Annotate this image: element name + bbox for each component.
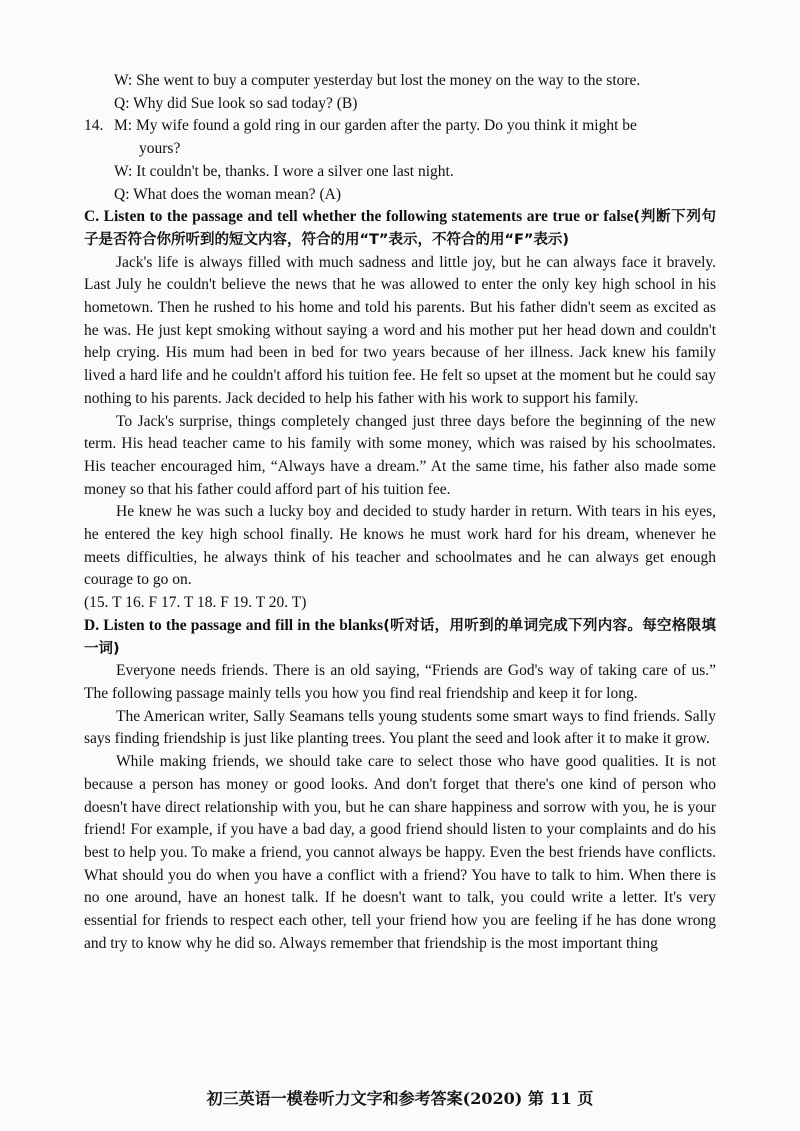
passage-paragraph: He knew he was such a lucky boy and decided to study harder in return. With tears in his eyes, he entered the key high school finally. He knows he must work hard for his dream, whenever he meets difficulties, he always think of his teacher and schoolmates and he can always get enough courage to go on.: [84, 503, 716, 589]
passage-paragraph: The American writer, Sally Seamans tells young students some smart ways to find friends. Sally says finding friendship is just like planting trees. You plant the seed and look after it to make it grow.: [84, 707, 716, 748]
dialog-line: W: She went to buy a computer yesterday but lost the money on the way to the store.: [114, 72, 641, 89]
passage-paragraph: To Jack's surprise, things completely changed just three days before the beginning of the new term. His head teacher came to his family with some money, which was raised by his schoolmates. His teacher encouraged him, “Always have a dream.” At the same time, his father also made some money so that his father could afford part of his tuition fee.: [84, 412, 716, 498]
answer-key: (15. T 16. F 17. T 18. F 19. T 20. T): [84, 594, 307, 612]
section-d-heading-cn: (听对话，用听到的单词完成下列内容。每空格限填一词): [84, 617, 717, 657]
section-d-heading-en: D. Listen to the passage and fill in the blanks: [84, 616, 384, 634]
section-d-passage: [84, 660, 716, 955]
page-footer: 初三英语一模卷听力文字和参考答案(2020) 第 11 页: [206, 1089, 594, 1108]
dialog-text: M: My wife found a gold ring in our garden after the party. Do you think it might be: [114, 117, 637, 135]
question-line: Q: Why did Sue look so sad today? (B): [114, 94, 358, 112]
dialog-line-continuation: yours?: [139, 140, 181, 158]
question-line: Q: What does the woman mean? (A): [114, 185, 341, 203]
section-d-heading: [84, 615, 716, 660]
section-c-heading: [84, 206, 716, 251]
passage-paragraph: While making friends, we should take care to select those who have good qualities. It is not because a person has money or good looks. And don't forget that there's one kind of person who doesn't have direct relationship with you, but he can share happiness and sorrow with you, he is your friend! For example, if you have a bad day, a good friend should listen to your complaints and do his best to help you. To make a friend, you cannot always be happy. Even the best friends have conflicts. What should you do when you have a conflict with a friend? You have to talk to him. When there is no one around, have an honest talk. If he doesn't want to talk, you could write a letter. It's very essential for friends to respect each other, tell your friend how you are feeling if he has done wrong and try to know why he did so. Always remember that friendship is the most important thing: [84, 753, 716, 952]
dialog-block: [84, 70, 716, 206]
dialog-line: W: It couldn't be, thanks. I wore a silver one last night.: [114, 162, 454, 180]
section-c-passage: [84, 252, 716, 593]
section-c-heading-cn: (判断下列句子是否符合你所听到的短文内容，符合的用“T”表示，不符合的用“F”表示): [84, 209, 716, 248]
passage-paragraph: Everyone needs friends. There is an old saying, “Friends are God's way of taking care of us.” The following passage mainly tells you how you find real friendship and keep it for long.: [84, 662, 716, 702]
question-number: 14.: [84, 117, 104, 135]
passage-paragraph: Jack's life is always filled with much sadness and little joy, but he can always face it bravely. Last July he couldn't believe the news that he was allowed to enter the only key high school in his hometown. Then he rushed to his home and told his parents. But his father didn't seem as excited as he was. He just kept smoking without saying a word and his mother put her head down and couldn't help crying. His mum had been in bed for two years because of her illness. Jack knew his family lived a hard life and he couldn't afford his tuition fee. He felt so upset at the moment but he could say nothing to his parents. Jack decided to help his father with his work to support his family.: [84, 253, 716, 407]
dialog-line: [84, 115, 716, 138]
section-c-heading-en: C. Listen to the passage and tell whether the following statements are true or false: [84, 208, 634, 226]
